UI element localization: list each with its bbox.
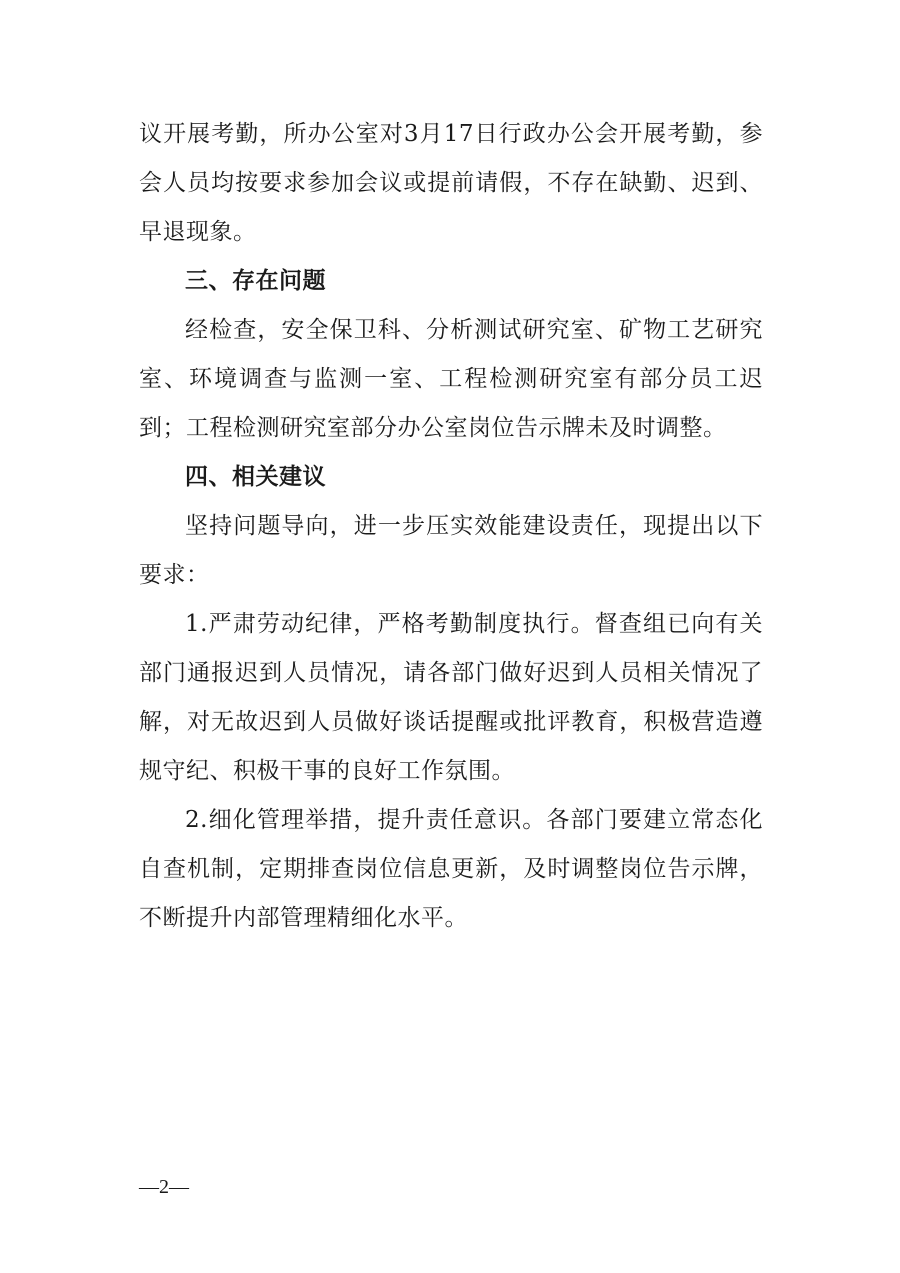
body-text: [139, 110, 763, 943]
paragraph-suggestions-intro: 坚持问题导向，进一步压实效能建设责任，现提出以下要求：: [139, 513, 763, 588]
paragraph-suggestion-1: 1.严肃劳动纪律，严格考勤制度执行。督查组已向有关部门通报迟到人员情况，请各部门做好迟到人员相关情况了解，对无故迟到人员做好谈话提醒或批评教育，积极营造遵规守纪、积极干事的良好工作氛围。: [139, 611, 763, 784]
page-number: —2—: [139, 1176, 189, 1198]
section-heading-suggestions: 四、相关建议: [185, 464, 326, 490]
paragraph-suggestion-2: 2.细化管理举措，提升责任意识。各部门要建立常态化自查机制，定期排查岗位信息更新，及时调整岗位告示牌，不断提升内部管理精细化水平。: [139, 807, 763, 931]
section-heading-problems: 三、存在问题: [185, 268, 326, 294]
paragraph-attendance-continued: 议开展考勤，所办公室对3月17日行政办公会开展考勤，参会人员均按要求参加会议或提前请假，不存在缺勤、迟到、早退现象。: [139, 121, 763, 245]
paragraph-problems: 经检查，安全保卫科、分析测试研究室、矿物工艺研究室、环境调查与监测一室、工程检测研究室有部分员工迟到；工程检测研究室部分办公室岗位告示牌未及时调整。: [139, 317, 763, 441]
